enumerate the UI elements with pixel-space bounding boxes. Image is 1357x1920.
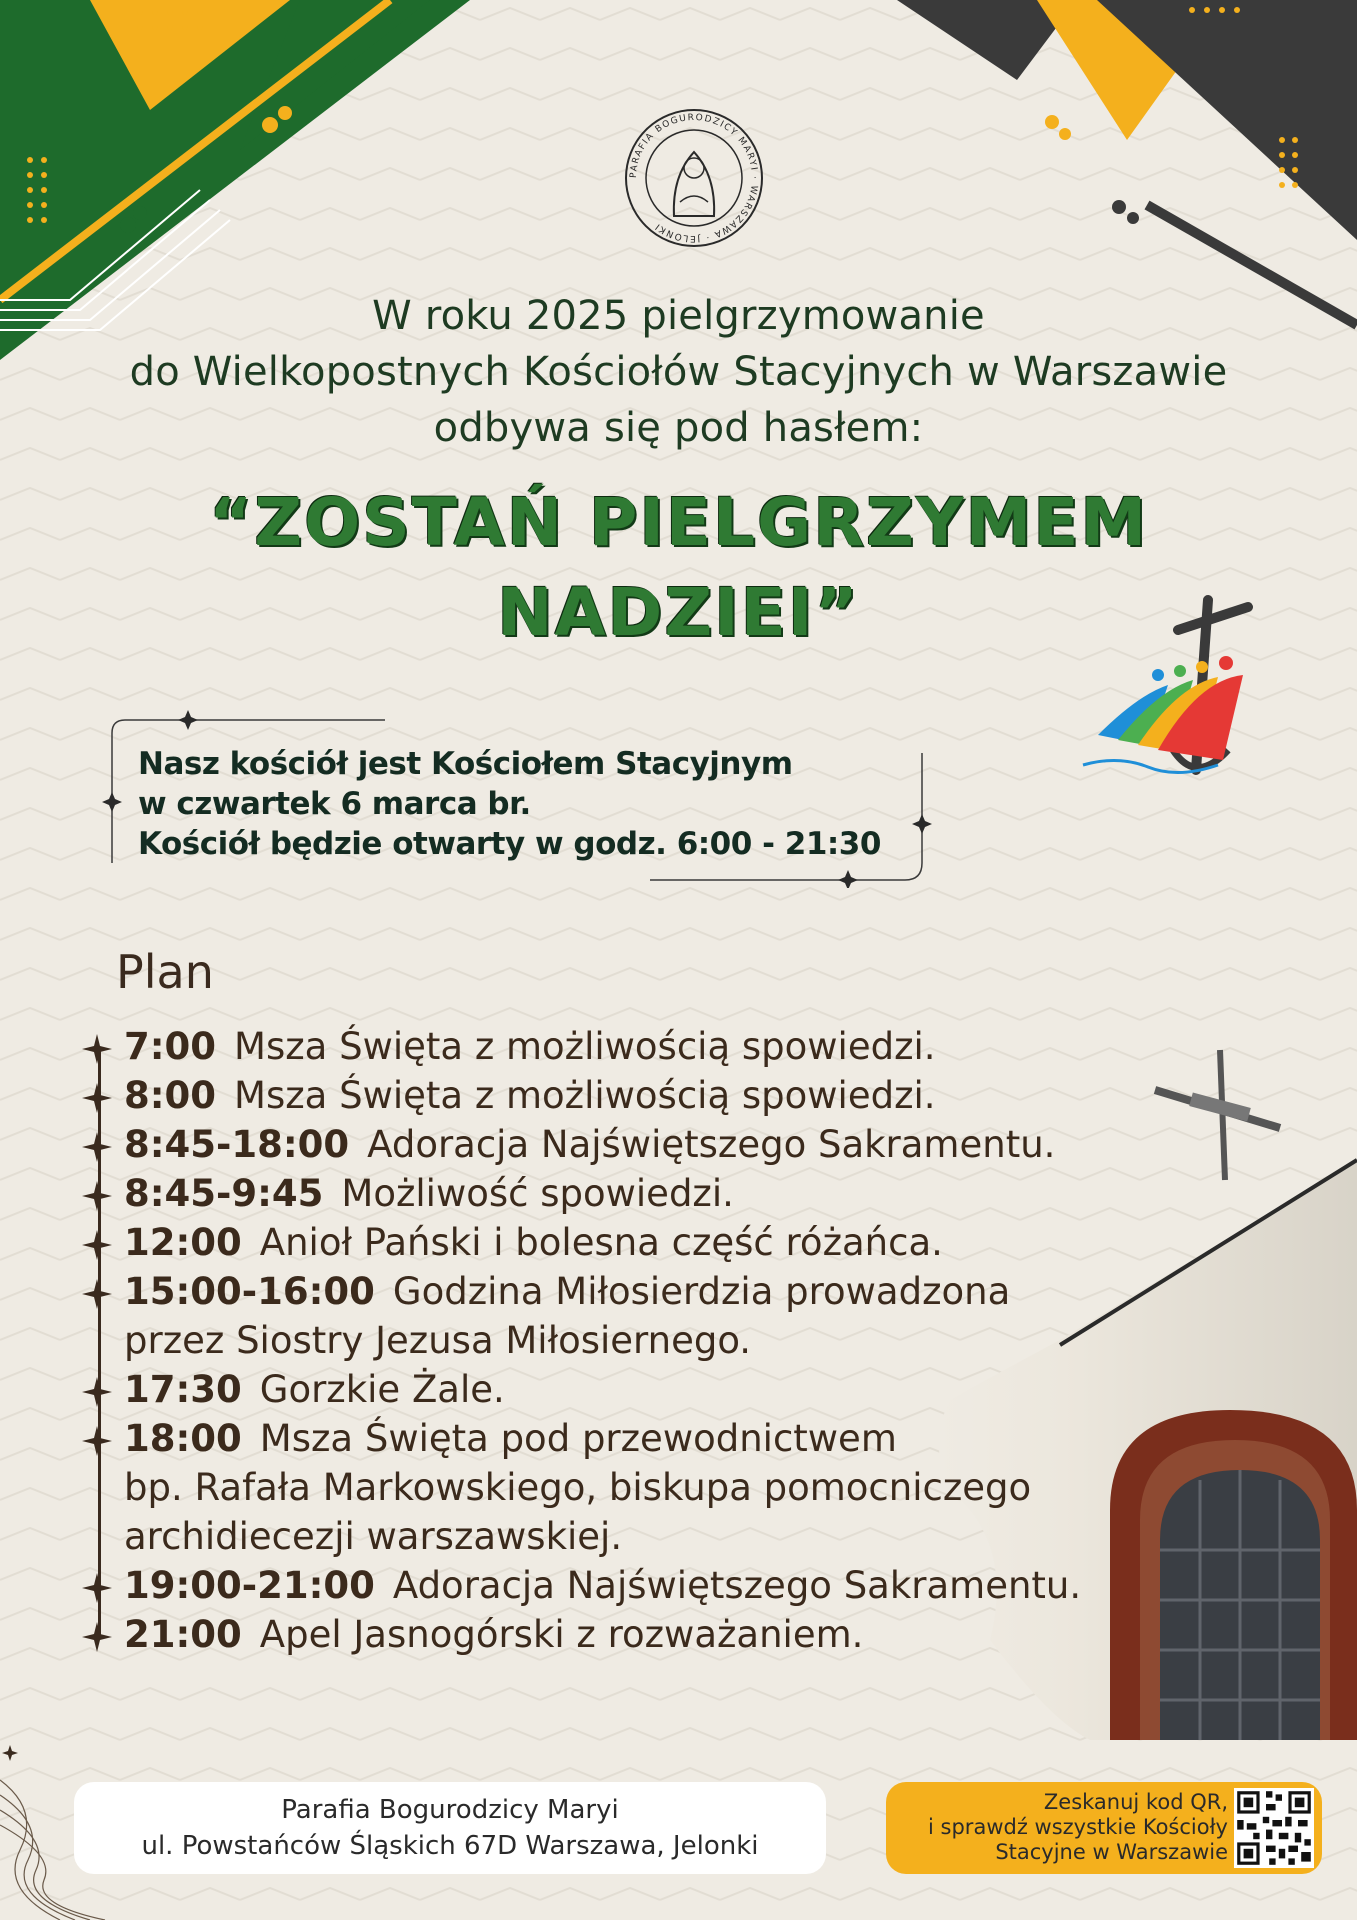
plan-desc: Godzina Miłosierdzia prowadzona — [392, 1270, 1011, 1313]
plan-item — [82, 1071, 1182, 1120]
station-line-3: Kościół będzie otwarty w godz. 6:00 - 21:30 — [138, 826, 881, 862]
plan-desc-cont: bp. Rafała Markowskiego, biskupa pomocniczego — [124, 1466, 1032, 1509]
plan-time: 19:00-21:00 — [124, 1564, 375, 1607]
plan-item — [82, 1169, 1182, 1218]
intro-line-3: odbywa się pod hasłem: — [433, 405, 924, 451]
plan-desc: Msza Święta z możliwością spowiedzi. — [234, 1074, 936, 1117]
plan-time: 18:00 — [124, 1417, 242, 1460]
sparkle-icon — [82, 1622, 112, 1652]
plan-item — [82, 1218, 1182, 1267]
sparkle-icon — [82, 1573, 112, 1603]
plan-item — [82, 1610, 1182, 1659]
plan-item — [82, 1120, 1182, 1169]
decor-corner-right — [897, 0, 1357, 330]
sparkle-icon — [82, 1083, 112, 1113]
plan-item — [82, 1022, 1182, 1071]
qr-line-3: Stacyjne w Warszawie — [995, 1840, 1228, 1864]
plan-time: 7:00 — [124, 1025, 217, 1068]
plan-desc: Gorzkie Żale. — [259, 1368, 505, 1411]
qr-code-icon[interactable] — [1234, 1788, 1314, 1868]
sparkle-icon — [82, 1377, 112, 1407]
plan-desc: Apel Jasnogórski z rozważaniem. — [259, 1613, 864, 1656]
sparkle-icon — [82, 1132, 112, 1162]
sparkle-icon — [82, 1181, 112, 1211]
plan-time: 8:45-9:45 — [124, 1172, 324, 1215]
station-line-1: Nasz kościół jest Kościołem Stacyjnym — [138, 746, 793, 782]
plan-item — [82, 1414, 1182, 1561]
plan-time: 15:00-16:00 — [124, 1270, 375, 1313]
plan-time: 12:00 — [124, 1221, 242, 1264]
plan-desc: Msza Święta z możliwością spowiedzi. — [234, 1025, 936, 1068]
sparkle-icon — [82, 1034, 112, 1064]
plan-time: 21:00 — [124, 1613, 242, 1656]
plan-desc: Msza Święta pod przewodnictwem — [259, 1417, 897, 1460]
plan-item — [82, 1561, 1182, 1610]
plan-item — [82, 1267, 1182, 1365]
intro-text — [80, 288, 1277, 456]
qr-line-1: Zeskanuj kod QR, — [1043, 1790, 1228, 1814]
sparkle-icon — [82, 1426, 112, 1456]
seal-text: PARAFIA BOGURODZICY MARYI · WARSZAWA · JELONKI — [628, 112, 760, 244]
plan-item — [82, 1365, 1182, 1414]
sparkle-icon — [82, 1279, 112, 1309]
plan-desc: Możliwość spowiedzi. — [341, 1172, 734, 1215]
address-line-1: Parafia Bogurodzicy Maryi — [281, 1795, 619, 1825]
sparkle-icon — [82, 1230, 112, 1260]
motto-title: “ZOSTAŃ PIELGRZYMEM NADZIEI” — [208, 484, 1149, 651]
plan-list — [82, 1022, 1182, 1659]
parish-seal — [622, 106, 766, 250]
address-line-2: ul. Powstańców Śląskich 67D Warszawa, Jelonki — [141, 1831, 759, 1861]
plan-time: 17:30 — [124, 1368, 242, 1411]
plan-time: 8:45-18:00 — [124, 1123, 350, 1166]
intro-line-2: do Wielkopostnych Kościołów Stacyjnych w Warszawie — [129, 349, 1228, 395]
station-line-2: w czwartek 6 marca br. — [138, 786, 531, 822]
plan-desc-cont: archidiecezji warszawskiej. — [124, 1515, 623, 1558]
plan-desc: Adoracja Najświętszego Sakramentu. — [392, 1564, 1082, 1607]
qr-line-2: i sprawdź wszystkie Kościoły — [928, 1815, 1228, 1839]
station-info-box — [100, 708, 940, 888]
address-box — [74, 1782, 826, 1874]
plan-desc: Adoracja Najświętszego Sakramentu. — [367, 1123, 1056, 1166]
plan-desc-cont: przez Siostry Jezusa Miłosiernego. — [124, 1319, 752, 1362]
plan-desc: Anioł Pański i bolesna część różańca. — [259, 1221, 943, 1264]
plan-title: Plan — [116, 945, 214, 999]
qr-box — [886, 1782, 1322, 1874]
jubilee-pilgrims-logo-icon — [1078, 585, 1298, 795]
parish-seal-icon — [622, 106, 766, 250]
plan-time: 8:00 — [124, 1074, 217, 1117]
intro-line-1: W roku 2025 pielgrzymowanie — [372, 293, 985, 339]
